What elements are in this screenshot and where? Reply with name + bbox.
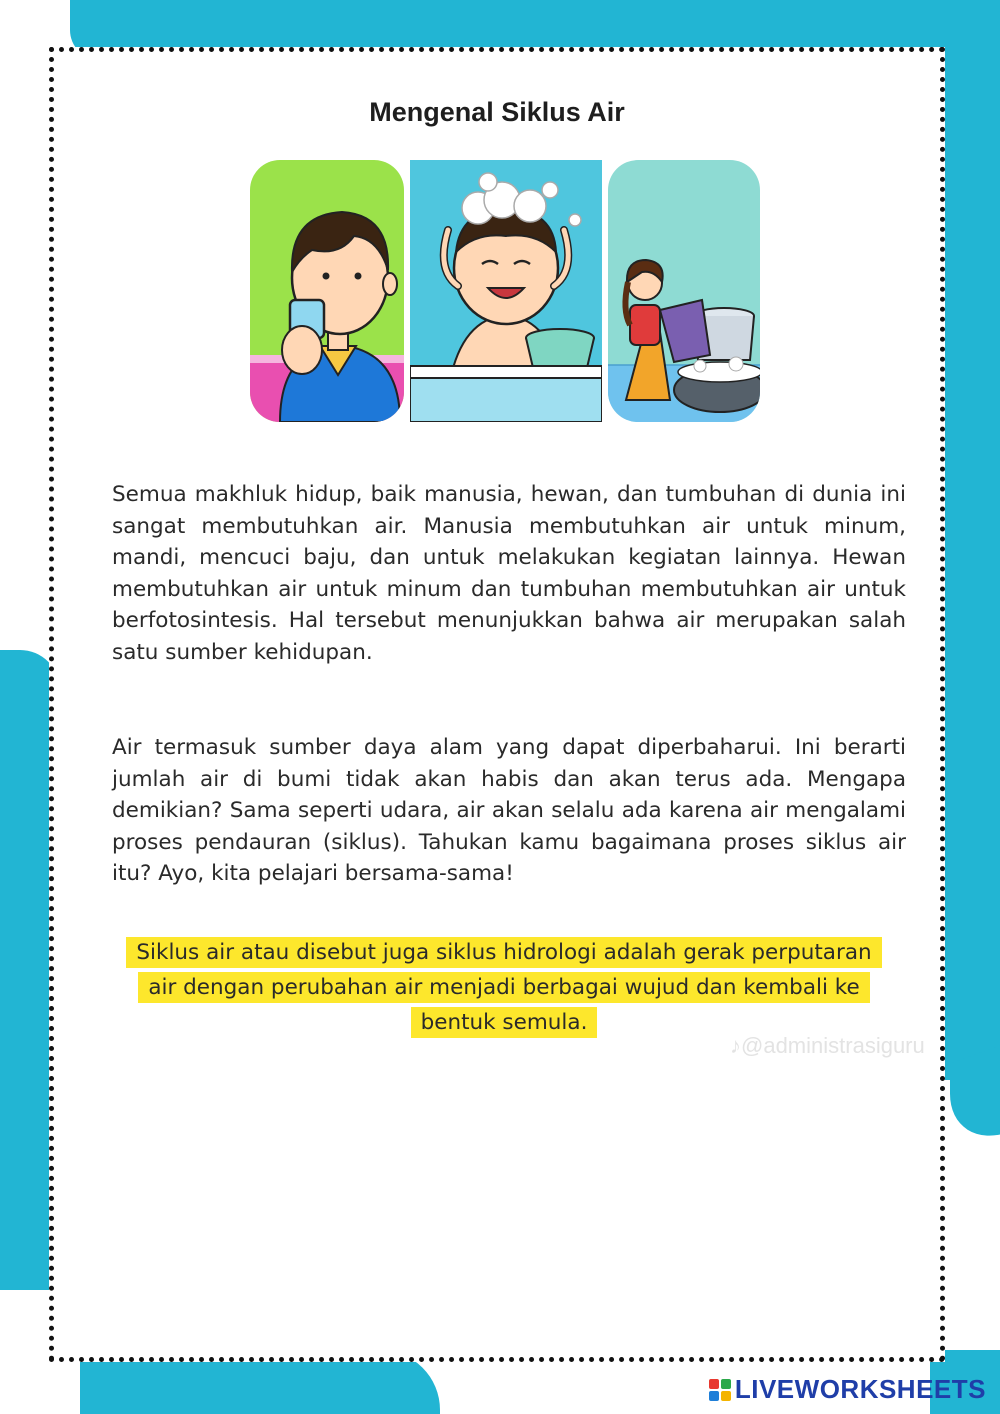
- renewable-resource-paragraph: Air termasuk sumber daya alam yang dapat diperbaharui. Ini berarti jumlah air di bumi tidak akan habis dan akan terus ada. Mengapa demikian? Sama seperti udara, air akan selalu ada karena air mengalami proses pendauran (siklus). Tahukan kamu bagaimana proses siklus air itu? Ayo, kita pelajari bersama-sama!: [112, 735, 906, 886]
- shampoo-boy-illustration: [410, 160, 602, 422]
- background-shape-right: [940, 40, 1000, 1080]
- drinking-boy-illustration: [250, 160, 404, 422]
- watermark: [730, 1033, 925, 1059]
- water-usage-illustration: [250, 160, 760, 422]
- definition-text: Siklus air atau disebut juga siklus hidrologi adalah gerak perputaran air dengan perubahan air menjadi berbagai wujud dan kembali ke bentuk semula.: [126, 937, 881, 1038]
- worksheet-card: [49, 47, 945, 1362]
- liveworksheets-footer[interactable]: [709, 1374, 986, 1405]
- washing-girl-illustration: [608, 160, 760, 422]
- liveworksheets-logo-icon: [709, 1379, 731, 1401]
- intro-paragraph: Semua makhluk hidup, baik manusia, hewan, dan tumbuhan di dunia ini sangat membutuhkan air. Manusia membutuhkan air untuk minum, mandi, mencuci baju, dan untuk melakukan kegiatan lainnya. Hewan membutuhkan air untuk minum dan tumbuhan membutuhkan air untuk berfotosintesis. Hal tersebut menunjukkan bahwa air merupakan salah satu sumber kehidupan.: [112, 482, 906, 665]
- tiktok-icon: ♪: [730, 1033, 741, 1058]
- page-title: Mengenal Siklus Air: [369, 97, 625, 127]
- liveworksheets-brand: LIVEWORKSHEETS: [734, 1374, 986, 1404]
- definition-callout: [119, 935, 889, 1040]
- watermark-text: @administrasiguru: [741, 1033, 925, 1058]
